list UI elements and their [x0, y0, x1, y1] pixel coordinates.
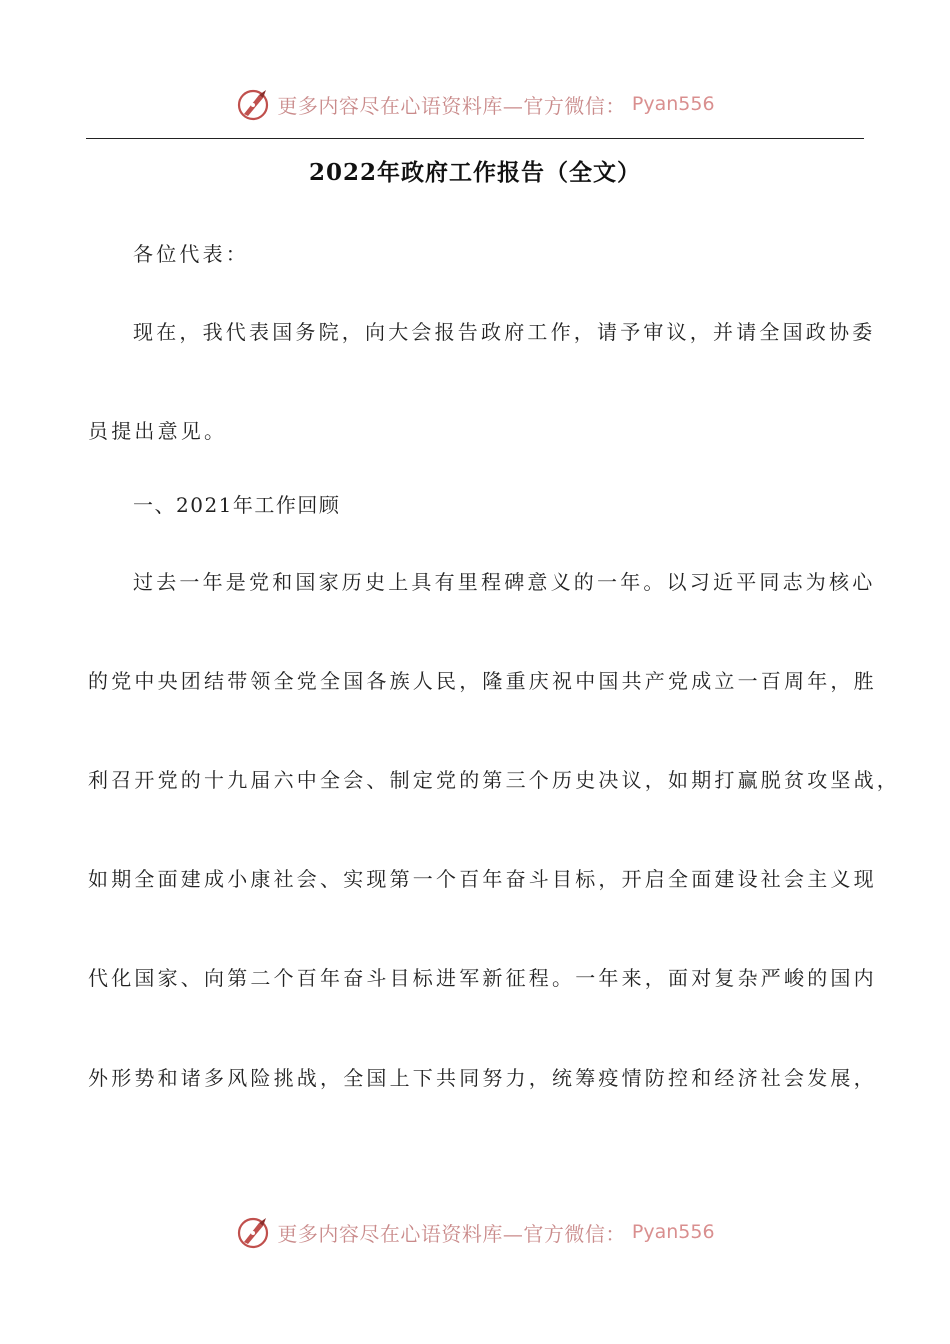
banner-text: 更多内容尽在心语资料库—官方微信：: [277, 93, 626, 118]
document-title: 2022年政府工作报告（全文）: [308, 159, 641, 186]
header-divider: [86, 138, 864, 139]
quill-pen-logo-icon: [235, 1214, 271, 1250]
body-line: 利召开党的十九届六中全会、制定党的第三个历史决议，如期打赢脱贫攻坚战，: [88, 768, 900, 792]
header-banner: [0, 84, 950, 124]
body-line: 代化国家、向第二个百年奋斗目标进军新征程。一年来，面对复杂严峻的国内: [88, 966, 877, 990]
salutation: 各位代表：: [133, 242, 249, 266]
banner-text: 更多内容尽在心语资料库—官方微信：: [277, 1221, 626, 1246]
body-line: 的党中央团结带领全党全国各族人民，隆重庆祝中国共产党成立一百周年，胜: [88, 669, 877, 693]
banner-wechat-id: Pyan556: [631, 93, 715, 115]
intro-line: 员提出意见。: [88, 419, 228, 443]
intro-line: 现在，我代表国务院，向大会报告政府工作，请予审议，并请全国政协委: [133, 320, 876, 344]
body-line: 外形势和诸多风险挑战，全国上下共同努力，统筹疫情防控和经济社会发展，: [88, 1066, 877, 1090]
body-line: 如期全面建成小康社会、实现第一个百年奋斗目标，开启全面建设社会主义现: [88, 867, 877, 891]
section-heading: 一、2021年工作回顾: [133, 493, 341, 517]
body-line: 过去一年是党和国家历史上具有里程碑意义的一年。以习近平同志为核心: [133, 570, 876, 594]
footer-banner: [0, 1212, 950, 1252]
banner-wechat-id: Pyan556: [631, 1221, 715, 1243]
quill-pen-logo-icon: [235, 86, 271, 122]
